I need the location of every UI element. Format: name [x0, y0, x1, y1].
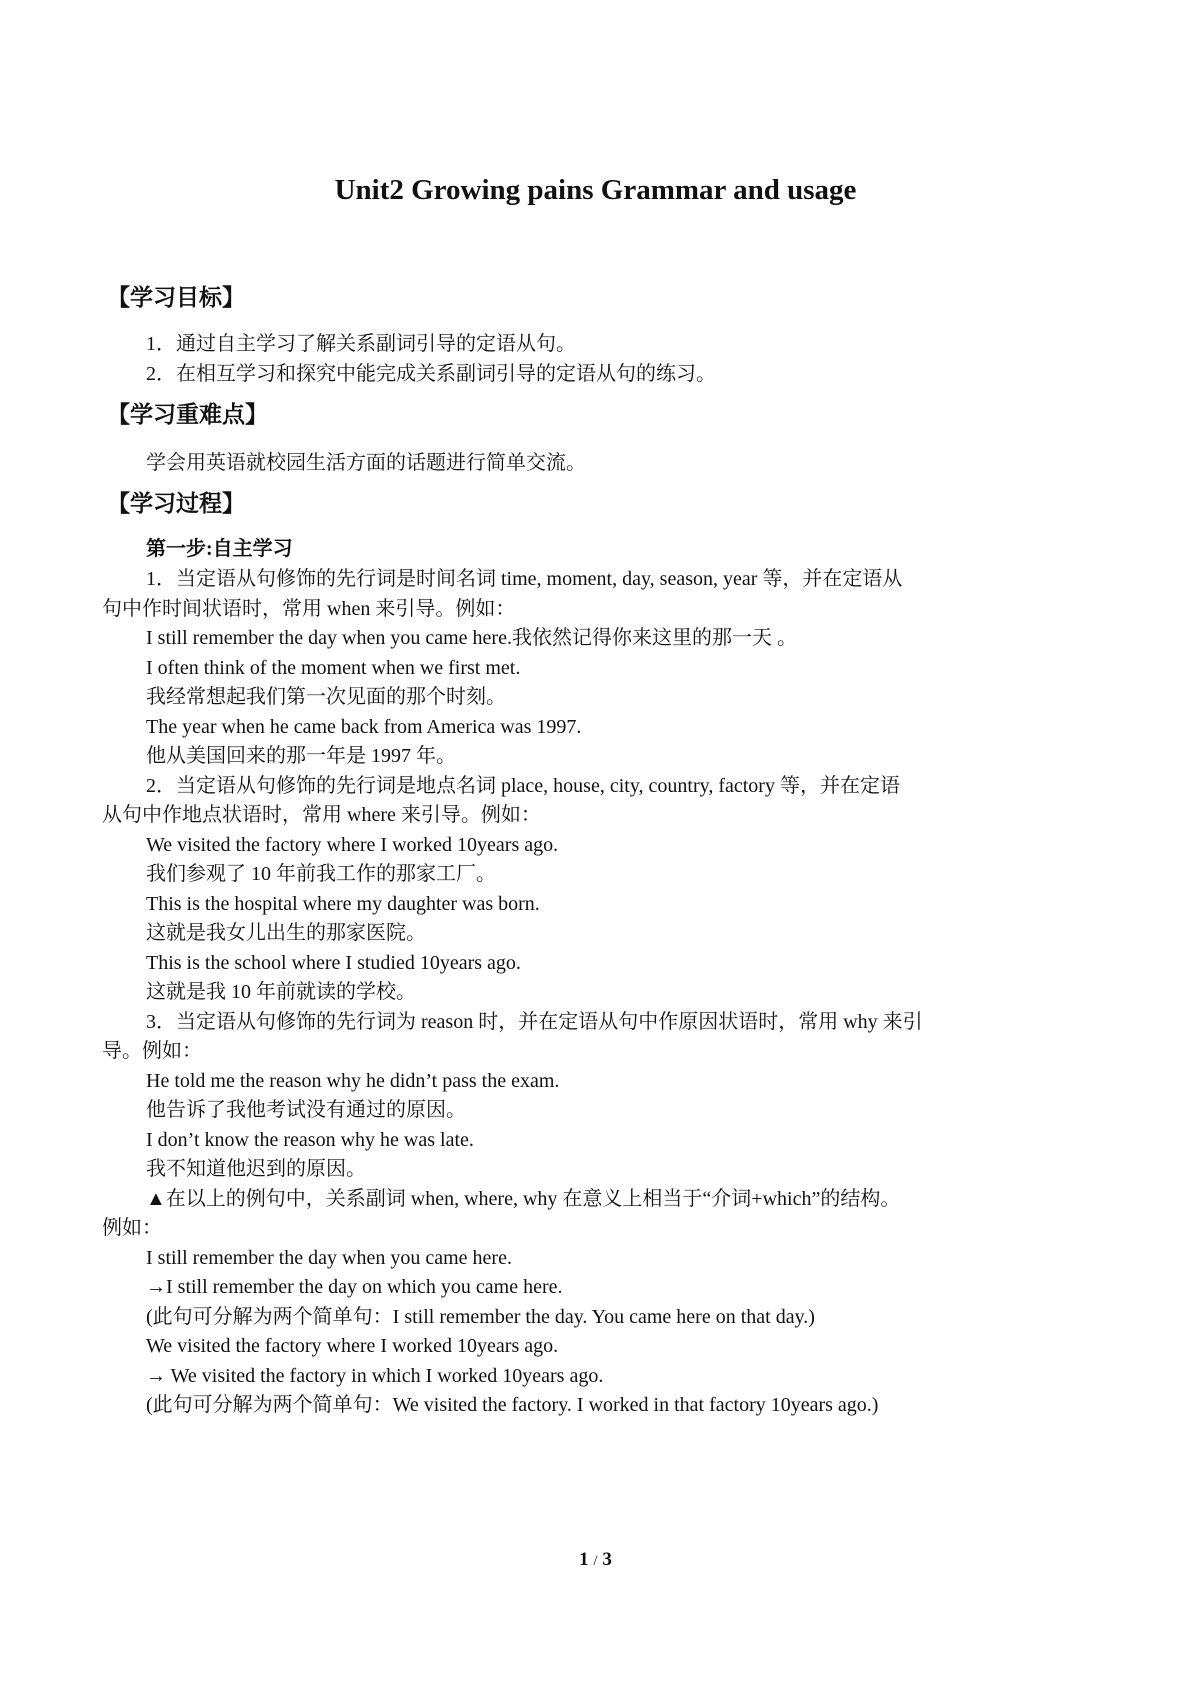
process-line-24: I still remember the day when you came here.: [146, 1247, 512, 1269]
objective-item-2: 2．在相互学习和探究中能完成关系副词引导的定语从句的练习。: [146, 363, 716, 385]
process-line-10: We visited the factory where I worked 10years ago.: [146, 834, 559, 856]
process-line-9: 从句中作地点状语时，常用 where 来引导。例如：: [102, 804, 541, 826]
section-heading-process: 【学习过程】: [107, 491, 245, 517]
process-line-13: 这就是我女儿出生的那家医院。: [146, 922, 426, 944]
page-separator: /: [593, 1553, 598, 1569]
key-points-text: 学会用英语就校园生活方面的话题进行简单交流。: [146, 452, 586, 474]
step1-title: 第一步:自主学习: [146, 538, 293, 560]
document-title: Unit2 Growing pains Grammar and usage: [334, 174, 857, 206]
process-line-15: 这就是我 10 年前就读的学校。: [146, 981, 416, 1003]
process-line-11: 我们参观了 10 年前我工作的那家工厂。: [146, 863, 496, 885]
process-line-3: I still remember the day when you came here.我依然记得你来这里的那一天 。: [146, 627, 797, 649]
process-line-25: →I still remember the day on which you came here.: [146, 1276, 563, 1298]
section-heading-key-points: 【学习重难点】: [107, 402, 268, 428]
process-line-28: → We visited the factory in which I worked 10years ago.: [146, 1365, 604, 1387]
process-line-17: 导。例如：: [102, 1040, 202, 1062]
process-line-16: 3．当定语从句修饰的先行词为 reason 时，并在定语从句中作原因状语时，常用 why 来引: [146, 1011, 923, 1033]
process-line-29: (此句可分解为两个简单句：We visited the factory. I worked in that factory 10years ago.): [146, 1394, 879, 1416]
process-line-2: 句中作时间状语时，常用 when 来引导。例如：: [102, 598, 516, 620]
process-line-23: 例如：: [102, 1217, 162, 1239]
process-line-26: (此句可分解为两个简单句：I still remember the day. You came here on that day.): [146, 1306, 815, 1328]
process-line-19: 他告诉了我他考试没有通过的原因。: [146, 1099, 466, 1121]
objective-item-1: 1．通过自主学习了解关系副词引导的定语从句。: [146, 333, 576, 355]
process-line-22: ▲在以上的例句中，关系副词 when, where, why 在意义上相当于“介词+which”的结构。: [146, 1188, 901, 1210]
process-line-1: 1．当定语从句修饰的先行词是时间名词 time, moment, day, season, year 等，并在定语从: [146, 568, 903, 590]
page-footer: [0, 1548, 1191, 1573]
process-line-20: I don’t know the reason why he was late.: [146, 1129, 474, 1151]
process-line-18: He told me the reason why he didn’t pass the exam.: [146, 1070, 560, 1092]
process-line-14: This is the school where I studied 10years ago.: [146, 952, 521, 974]
process-line-5: 我经常想起我们第一次见面的那个时刻。: [146, 686, 506, 708]
section-heading-objectives: 【学习目标】: [107, 285, 245, 311]
process-line-6: The year when he came back from America was 1997.: [146, 716, 582, 738]
total-pages: 3: [602, 1549, 612, 1570]
process-line-8: 2．当定语从句修饰的先行词是地点名词 place, house, city, country, factory 等，并在定语: [146, 775, 900, 797]
process-line-27: We visited the factory where I worked 10years ago.: [146, 1335, 559, 1357]
process-line-4: I often think of the moment when we first met.: [146, 657, 521, 679]
process-line-21: 我不知道他迟到的原因。: [146, 1158, 366, 1180]
page-number: 1: [579, 1549, 589, 1570]
process-line-12: This is the hospital where my daughter was born.: [146, 893, 540, 915]
process-line-7: 他从美国回来的那一年是 1997 年。: [146, 745, 456, 767]
